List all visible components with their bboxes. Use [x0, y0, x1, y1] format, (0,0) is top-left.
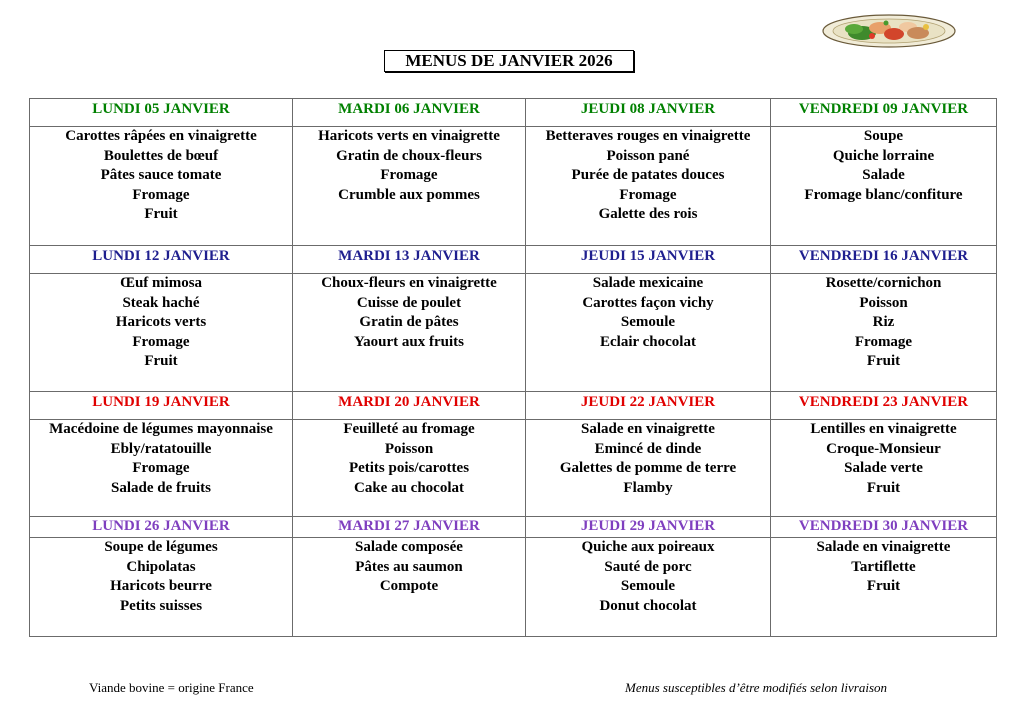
menu-item: Galette des rois — [598, 206, 698, 223]
menu-item: Galettes de pomme de terre — [559, 460, 737, 477]
menu-item: Ebly/ratatouille — [110, 440, 212, 457]
menu-item: Pâtes sauce tomate — [100, 167, 222, 184]
week-3-menu-row — [30, 420, 997, 517]
menu-item: Gratin de pâtes — [359, 314, 459, 331]
week-1-header-row — [30, 99, 997, 127]
day-header: JEUDI 29 JANVIER — [526, 517, 771, 538]
menu-item: Chipolatas — [126, 558, 196, 575]
menu-item: Compote — [379, 578, 439, 595]
menu-item: Donut chocolat — [599, 597, 697, 614]
day-header: LUNDI 26 JANVIER — [30, 517, 293, 538]
menu-item: Macédoine de légumes mayonnaise — [49, 421, 273, 437]
menu-item: Yaourt aux fruits — [353, 333, 464, 350]
menu-item: Lentilles en vinaigrette — [810, 421, 957, 437]
day-header: LUNDI 19 JANVIER — [30, 392, 293, 420]
menu-item: Carottes râpées en vinaigrette — [65, 128, 257, 144]
menu-item: Fromage — [854, 333, 913, 350]
footer-origin-note: Viande bovine = origine France — [89, 680, 254, 695]
menu-item: Fromage — [619, 186, 677, 203]
day-menu — [30, 274, 293, 392]
menu-item: Salade en vinaigrette — [581, 421, 715, 437]
menu-item: Semoule — [620, 314, 676, 331]
week-3-header-row — [30, 392, 997, 420]
food-platter-icon — [822, 14, 956, 48]
menu-item: Semoule — [620, 578, 676, 595]
menu-item: Fromage blanc/confiture — [804, 186, 963, 203]
week-2-header-row — [30, 246, 997, 274]
menu-item: Petits suisses — [119, 597, 203, 614]
menu-item: Riz — [872, 314, 895, 331]
day-menu — [30, 127, 293, 246]
day-menu — [30, 420, 293, 517]
day-header: MARDI 27 JANVIER — [293, 517, 526, 538]
day-menu — [526, 274, 771, 392]
menu-item: Croque-Monsieur — [826, 440, 941, 457]
menu-item: Cuisse de poulet — [356, 294, 462, 311]
menu-item: Emincé de dinde — [594, 440, 702, 457]
day-menu — [293, 538, 526, 637]
menu-item: Poisson — [384, 440, 434, 457]
day-header: VENDREDI 16 JANVIER — [771, 246, 997, 274]
week-1-menu-row — [30, 127, 997, 246]
day-menu — [526, 538, 771, 637]
menu-item: Feuilleté au fromage — [343, 421, 475, 437]
menu-item: Quiche aux poireaux — [581, 539, 715, 555]
menu-item: Tartiflette — [851, 558, 916, 575]
menu-item: Fromage — [132, 333, 190, 350]
menu-item: Salade — [862, 167, 905, 184]
menu-item: Soupe de légumes — [104, 539, 218, 555]
footer-disclaimer: Menus susceptibles d’être modifiés selon livraison — [625, 680, 888, 695]
day-menu — [771, 538, 997, 637]
day-header: JEUDI 22 JANVIER — [526, 392, 771, 420]
menu-item: Salade mexicaine — [592, 275, 704, 291]
menu-table — [29, 98, 997, 637]
day-header: JEUDI 08 JANVIER — [526, 99, 771, 127]
menu-item: Betteraves rouges en vinaigrette — [545, 128, 751, 144]
menu-item: Haricots verts en vinaigrette — [318, 128, 500, 144]
menu-item: Fruit — [144, 206, 178, 223]
day-header: JEUDI 15 JANVIER — [526, 246, 771, 274]
day-header: VENDREDI 09 JANVIER — [771, 99, 997, 127]
day-menu — [526, 127, 771, 246]
day-header: MARDI 20 JANVIER — [293, 392, 526, 420]
menu-item: Fromage — [132, 460, 190, 477]
day-menu — [293, 127, 526, 246]
menu-item: Steak haché — [122, 294, 200, 311]
day-menu — [771, 274, 997, 392]
week-4-header-row — [30, 517, 997, 538]
day-menu — [293, 274, 526, 392]
menu-item: Haricots beurre — [110, 578, 212, 595]
menu-item: Quiche lorraine — [832, 147, 935, 164]
menu-item: Petits pois/carottes — [348, 460, 470, 477]
page-title: MENUS DE JANVIER 2026 — [384, 50, 634, 72]
menu-item: Sauté de porc — [604, 558, 692, 575]
menu-item: Fruit — [866, 353, 901, 370]
menu-item: Cake au chocolat — [354, 479, 464, 496]
menu-item: Choux-fleurs en vinaigrette — [321, 275, 497, 291]
day-menu — [30, 538, 293, 637]
week-4-menu-row — [30, 538, 997, 637]
day-header: VENDREDI 30 JANVIER — [771, 517, 997, 538]
menu-item: Pâtes au saumon — [355, 558, 463, 575]
menu-item: Salade composée — [355, 539, 463, 555]
day-header: MARDI 13 JANVIER — [293, 246, 526, 274]
day-menu — [293, 420, 526, 517]
menu-item: Salade en vinaigrette — [816, 539, 951, 555]
menu-item: Poisson pané — [606, 147, 690, 164]
day-header: LUNDI 12 JANVIER — [30, 246, 293, 274]
menu-item: Fromage — [380, 167, 438, 184]
menu-item: Rosette/cornichon — [825, 275, 942, 291]
menu-item: Gratin de choux-fleurs — [336, 147, 482, 164]
menu-item: Carottes façon vichy — [582, 294, 714, 311]
day-menu — [526, 420, 771, 517]
menu-item: Œuf mimosa — [119, 275, 203, 291]
week-2-menu-row — [30, 274, 997, 392]
menu-item: Fromage — [132, 186, 190, 203]
menu-item: Salade verte — [844, 460, 923, 477]
day-header: MARDI 06 JANVIER — [293, 99, 526, 127]
menu-item: Crumble aux pommes — [338, 186, 480, 203]
menu-item: Fruit — [144, 353, 178, 370]
menu-item: Haricots verts — [115, 314, 207, 331]
menu-item: Boulettes de bœuf — [103, 147, 219, 164]
menu-item: Poisson — [859, 294, 908, 311]
menu-item: Flamby — [623, 479, 673, 496]
menu-item: Fruit — [866, 479, 901, 496]
day-menu — [771, 127, 997, 246]
menu-item: Eclair chocolat — [600, 333, 696, 350]
day-header: LUNDI 05 JANVIER — [30, 99, 293, 127]
menu-item: Fruit — [866, 578, 901, 595]
menu-item: Soupe — [863, 128, 904, 144]
day-header: VENDREDI 23 JANVIER — [771, 392, 997, 420]
menu-item: Salade de fruits — [110, 479, 211, 496]
day-menu — [771, 420, 997, 517]
menu-item: Purée de patates douces — [571, 167, 725, 184]
